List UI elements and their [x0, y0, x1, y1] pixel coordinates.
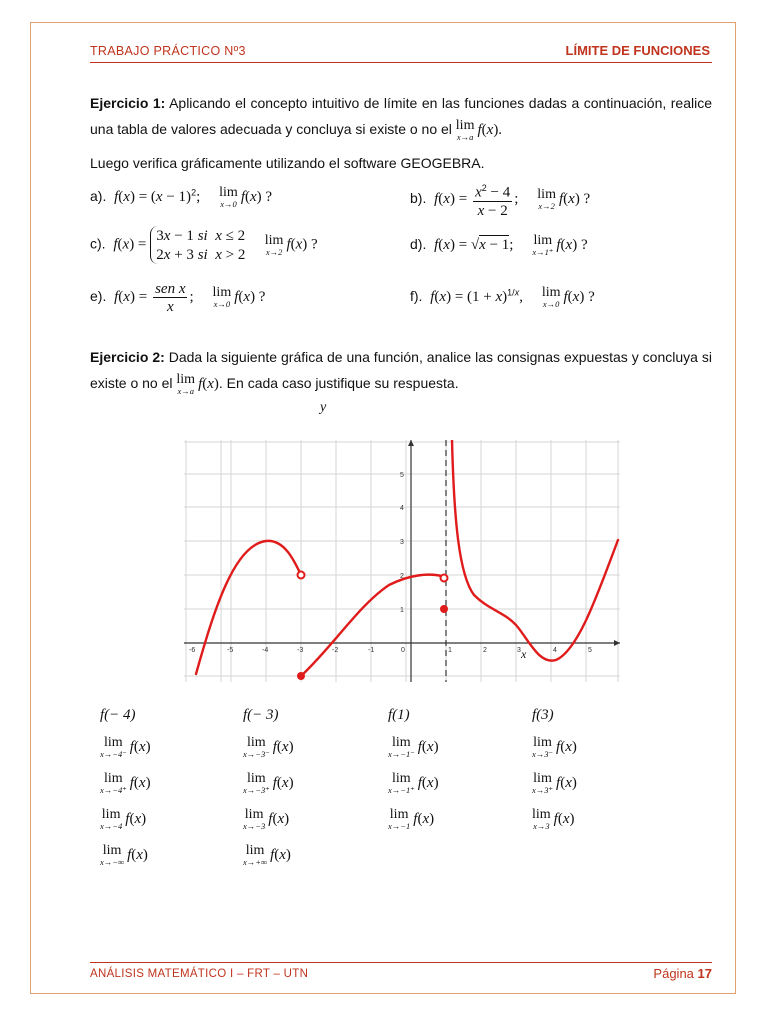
y-tick-labels	[400, 472, 404, 614]
question-limit: lim x→3 f(x)	[532, 807, 575, 831]
question-limit: lim x→−3⁺ f(x)	[243, 771, 294, 795]
svg-text:2: 2	[483, 647, 487, 654]
exercise-2-statement: Ejercicio 2: Dada la siguiente gráfica de una función, analice las consignas expuestas y concluya si existe o no el lim x→a f(x). En cada caso justifique su respuesta.	[90, 349, 713, 396]
svg-text:-2: -2	[332, 647, 339, 654]
svg-text:5: 5	[588, 647, 592, 654]
svg-text:3: 3	[400, 539, 404, 546]
curve-left-hump	[196, 541, 304, 674]
exercise-1-item-c: c). f(x) = 3x − 1 si x ≤ 2 2x + 3 si x > 2 lim x→2 f(x) ?	[90, 228, 318, 263]
svg-text:-6: -6	[189, 647, 196, 654]
footer-page-number: Página 17	[653, 966, 712, 981]
question-limit: lim x→−1⁻ f(x)	[388, 735, 439, 759]
question-value-col2: f(− 3)	[243, 707, 279, 723]
exercise-2-label: Ejercicio 2:	[90, 349, 165, 365]
svg-text:-4: -4	[262, 647, 269, 654]
graph-x-axis-label: x	[521, 647, 527, 661]
question-limit: lim x→+∞ f(x)	[243, 843, 291, 867]
svg-text:3: 3	[517, 647, 521, 654]
question-limit: lim x→−1⁺ f(x)	[388, 771, 439, 795]
exercise-1-item-d: d). f(x) = √x − 1; lim x→1⁺ f(x) ?	[410, 233, 588, 257]
exercise-1-label: Ejercicio 1:	[90, 95, 166, 111]
closed-point-minus3	[297, 672, 305, 680]
header-topic-title: LÍMITE DE FUNCIONES	[565, 43, 710, 58]
question-limit: lim x→−1 f(x)	[388, 807, 435, 831]
svg-text:5: 5	[400, 472, 404, 479]
graph-y-axis-label: y	[320, 400, 327, 415]
exercise-2-text: Dada la siguiente gráfica de una función, analice las consignas expuestas y concluya si existe o no el	[90, 349, 713, 391]
exercise-1-item-b: b). f(x) = $\frac{x^2 - 4}{x - 2}$ ; lim x→2 f(x) ?	[410, 180, 590, 219]
exercise-1-text: Aplicando el concepto intuitivo de límite en las funciones dadas a continuación, realice una tabla de valores adecuada y concluya si existe o no el	[90, 95, 713, 137]
open-point-minus3	[298, 572, 305, 579]
question-limit: lim x→−4⁺ f(x)	[100, 771, 151, 795]
limit-notation: lim x→a	[176, 371, 196, 396]
svg-text:-1: -1	[368, 647, 375, 654]
exercise-1-item-f: f). $f(x) = (1 + x)^{1/x}$, lim x→0 f(x) ?	[410, 285, 595, 309]
open-point-1	[441, 575, 448, 582]
question-limit: lim x→−∞ f(x)	[100, 843, 148, 867]
svg-text:4: 4	[553, 647, 557, 654]
question-value-col1: f(− 4)	[100, 707, 136, 723]
footer-rule	[90, 962, 712, 963]
footer-course: ANÁLISIS MATEMÁTICO I – FRT – UTN	[90, 968, 309, 980]
svg-text:2: 2	[400, 573, 404, 580]
exercise-1-item-a: a). $f(x) = (x - 1)^2$; lim x→0 f(x) ?	[90, 185, 273, 209]
question-limit: lim x→3⁺ f(x)	[532, 771, 577, 795]
question-limit: lim x→3⁻ f(x)	[532, 735, 577, 759]
svg-text:-3: -3	[297, 647, 304, 654]
question-value-col3: f(1)	[388, 707, 410, 723]
svg-text:0: 0	[401, 647, 405, 654]
question-limit: lim x→−3 f(x)	[243, 807, 290, 831]
header-rule	[90, 62, 712, 63]
function-graph	[184, 440, 620, 682]
exercise-1-item-e: e). f(x) = $\frac{\text{sen x}}{x}$ ; lim x→0 f(x) ?	[90, 281, 266, 315]
question-limit: lim x→−4 f(x)	[100, 807, 147, 831]
svg-text:1: 1	[448, 647, 452, 654]
closed-point-1	[440, 605, 448, 613]
svg-text:1: 1	[400, 607, 404, 614]
limit-notation: lim x→a	[455, 117, 475, 142]
svg-text:-5: -5	[227, 647, 234, 654]
question-limit: lim x→−4⁻ f(x)	[100, 735, 151, 759]
curve-right-branch	[452, 440, 618, 661]
header-course-title: TRABAJO PRÁCTICO Nº3	[90, 44, 246, 58]
exercise-1-instruction: Luego verifica gráficamente utilizando el software GEOGEBRA.	[90, 155, 485, 171]
page-header	[90, 44, 710, 64]
curve-middle-branch	[301, 575, 446, 676]
svg-text:4: 4	[400, 505, 404, 512]
exercise-1-statement: Ejercicio 1: Aplicando el concepto intuitivo de límite en las funciones dadas a continuación, realice una tabla de valores adecuada y concluya si existe o no el lim x→a f(x).	[90, 95, 713, 142]
question-value-col4: f(3)	[532, 707, 554, 723]
question-limit: lim x→−3⁻ f(x)	[243, 735, 294, 759]
